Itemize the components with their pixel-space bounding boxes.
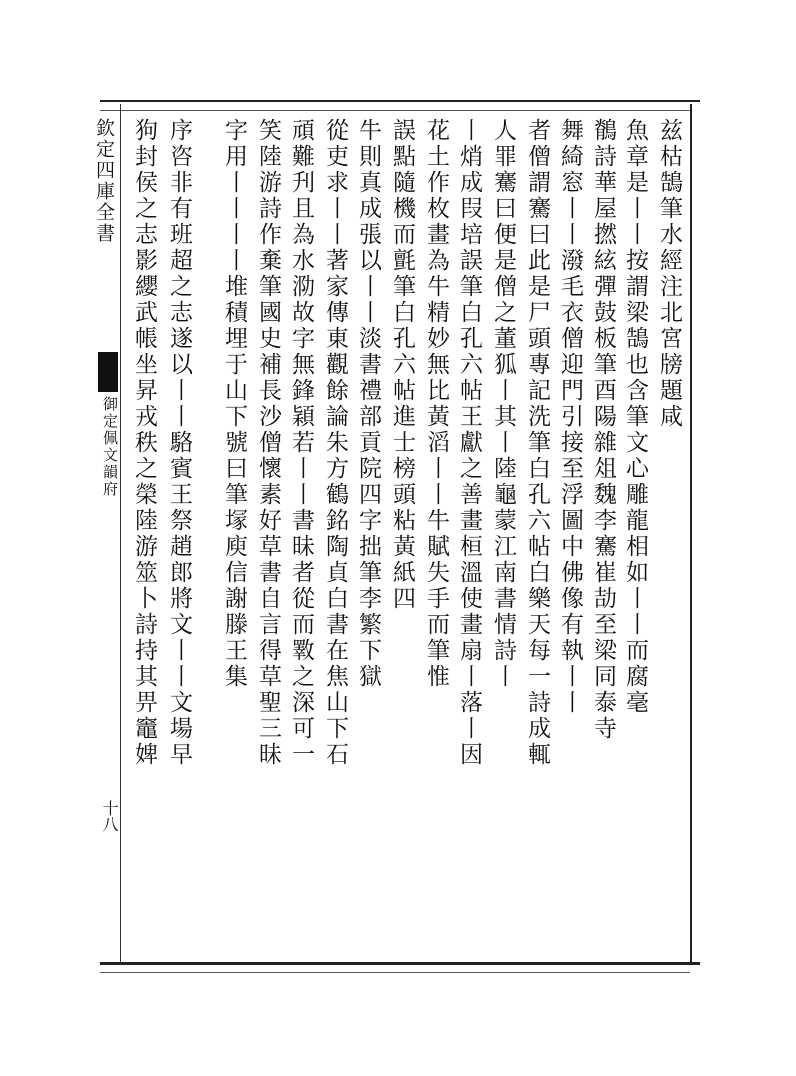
text-column-5: 者僧謂騫曰此是尸頭專記洗筆白孔六帖白樂天每一詩成輒 — [524, 118, 550, 768]
text-column-11: 從吏求丨丨著家傳東觀餘論朱方鶴銘陶貞白書在焦山下石 — [322, 118, 348, 768]
text-column-2: 魚章是丨丨按謂梁鵠也含筆文心雕龍相如丨丨而腐毫 — [622, 118, 648, 716]
text-column-9: 誤點隨機而氈筆白孔六帖進士榜頭粘黃紙四 — [389, 118, 415, 612]
top-border-rule — [100, 100, 700, 102]
top-inner-rule — [100, 110, 690, 111]
text-column-12: 頑難刋且為水泐故字無鋒穎若丨丨書昧者從而斁之深可一 — [288, 118, 314, 768]
text-column-6: 人罪騫曰便是僧之董狐丨其丨陸龜蒙江南書情詩丨 — [490, 118, 516, 690]
text-column-7: 丨焇成叚培誤筆白孔六帖王獻之善畫桓溫使畫扇丨落丨因 — [456, 118, 482, 768]
fishtail-mark — [98, 352, 118, 392]
page-number: 十八 — [100, 800, 119, 832]
right-border-rule — [690, 104, 692, 964]
book-title: 欽定四庫全書 — [93, 118, 115, 244]
text-column-3: 鶺詩華屋撚絃彈鼓板筆酉陽雜俎魏李騫崔劼至梁同泰寺 — [590, 118, 616, 742]
bottom-border-rule — [100, 962, 700, 965]
book-subtitle: 御定佩文韻府 — [101, 396, 119, 498]
text-column-13: 笑陸游詩作棄筆國史補長沙僧懷素好草書自言得草聖三昧 — [255, 118, 281, 768]
margin-divider-rule — [120, 104, 121, 964]
text-column-1: 兹枯鵠筆水經注北宮牓題咸 — [656, 118, 682, 430]
bottom-inner-rule — [100, 972, 690, 973]
text-column-10: 牛則真成張以丨丨淡書禮部貢院四字拙筆李繁下獄 — [355, 118, 381, 690]
text-column-8: 花土作枚畫為牛精妙無比黃滔丨丨牛賦失手而筆惟 — [423, 118, 449, 690]
text-column-15: 序咨非有班超之志遂以丨丨駱賓王祭趙郎將文丨丨文場早 — [166, 118, 192, 768]
text-column-16: 狗封侯之志影纓武帳坐昇戎秩之榮陸游筮卜詩持其畀竈婢 — [131, 118, 157, 768]
text-column-14: 字用丨丨丨丨堆積埋于山下號曰筆塜庾信謝滕王集 — [221, 118, 247, 690]
text-column-4: 舞綺窓丨丨潑毛衣僧迎門引接至浮圖中佛像有執丨丨 — [557, 118, 583, 716]
